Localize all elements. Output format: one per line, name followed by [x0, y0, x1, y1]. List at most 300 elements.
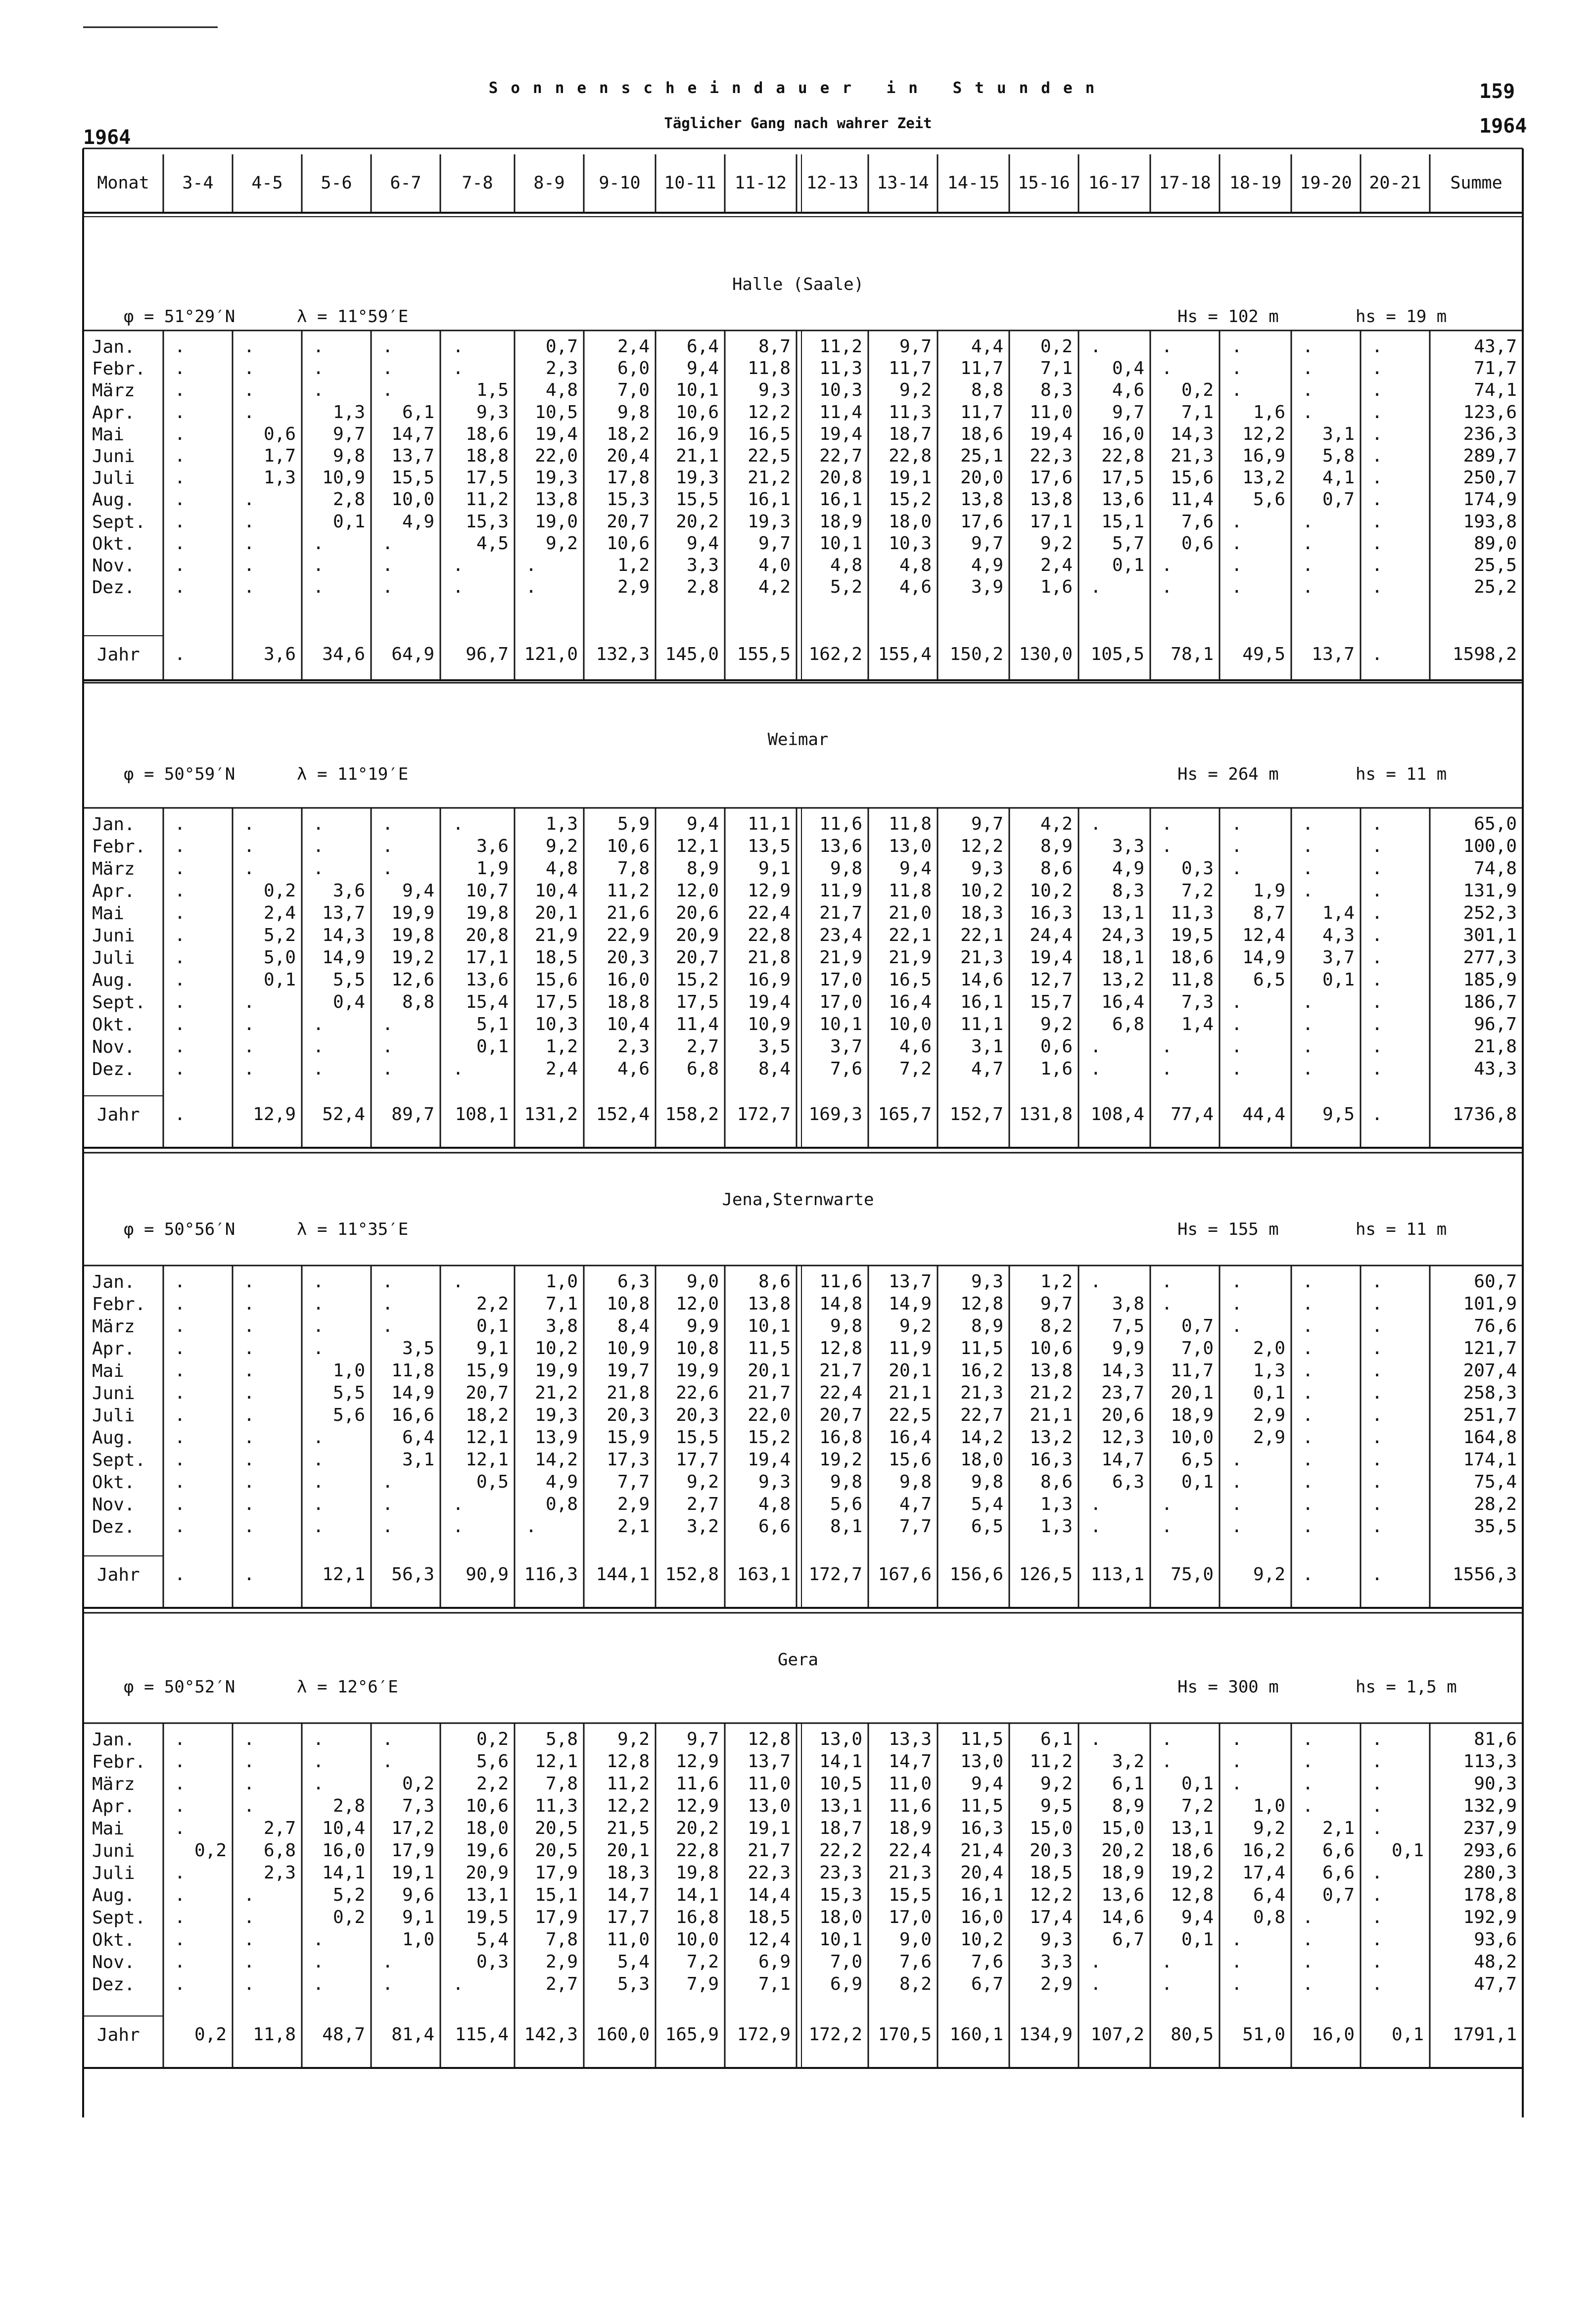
table-cell: 22,3	[1030, 446, 1073, 466]
table-cell: 3,5	[758, 1036, 791, 1057]
month-label: Juli	[92, 468, 135, 489]
table-cell: 14,6	[960, 970, 1003, 990]
table-cell: 3,3	[686, 555, 719, 575]
table-cell: 24,4	[1030, 925, 1073, 945]
table-cell: .	[453, 1271, 464, 1292]
header-hour-4-5: 4-5	[251, 173, 283, 193]
table-cell: 35,5	[1474, 1516, 1517, 1537]
month-label: März	[92, 380, 135, 401]
table-cell: 22,0	[748, 1405, 791, 1425]
table-cell: 10,6	[1030, 1338, 1073, 1359]
table-cell: 15,0	[1101, 1818, 1144, 1838]
table-cell: 20,5	[535, 1818, 578, 1838]
table-cell: .	[243, 336, 255, 357]
table-cell: 5,8	[1322, 446, 1355, 466]
table-cell: 11,4	[819, 402, 862, 422]
table-cell: .	[243, 489, 255, 510]
table-cell: 20,7	[819, 1405, 862, 1425]
table-cell: 1,0	[545, 1271, 578, 1292]
table-cell: .	[174, 1907, 186, 1927]
table-cell: 0,1	[1322, 970, 1355, 990]
table-cell: 18,9	[1101, 1863, 1144, 1883]
table-cell: 21,7	[819, 903, 862, 923]
table-cell: .	[1371, 336, 1383, 357]
table-cell: .	[1371, 1774, 1383, 1794]
table-cell: 2,9	[1040, 1974, 1073, 1994]
table-cell: 15,9	[607, 1427, 650, 1448]
table-cell: 0,1	[1391, 1840, 1424, 1861]
table-cell: .	[1302, 1751, 1314, 1772]
table-cell: 11,8	[748, 358, 791, 379]
year-total-cell: 80,5	[1171, 2024, 1214, 2045]
table-cell: .	[1371, 555, 1383, 575]
table-cell: 15,6	[535, 970, 578, 990]
table-cell: 6,5	[1253, 970, 1285, 990]
table-cell: 18,6	[960, 423, 1003, 444]
header-hour-5-6: 5-6	[321, 173, 352, 193]
table-cell: .	[1302, 1952, 1314, 1972]
year-total-cell: .	[1371, 1104, 1383, 1125]
table-cell: 5,6	[476, 1751, 509, 1772]
year-right: 1964	[1479, 115, 1527, 138]
table-cell: 17,7	[676, 1450, 719, 1470]
table-cell: .	[382, 1729, 393, 1749]
table-cell: 1,0	[1253, 1796, 1285, 1816]
month-label: Okt.	[92, 1015, 135, 1035]
table-cell: 14,9	[889, 1294, 932, 1314]
table-cell: 10,1	[748, 1316, 791, 1336]
table-cell: 21,3	[960, 947, 1003, 968]
month-label: Dez.	[92, 577, 135, 598]
table-cell: 3,5	[402, 1338, 434, 1359]
table-cell: 0,1	[1253, 1383, 1285, 1403]
table-cell: .	[243, 1907, 255, 1927]
header-hour-16-17: 16-17	[1088, 173, 1141, 193]
table-cell: 3,9	[971, 577, 1003, 598]
table-cell: 10,8	[607, 1294, 650, 1314]
table-cell: .	[453, 1494, 464, 1514]
table-cell: 75,4	[1474, 1472, 1517, 1492]
table-cell: 8,8	[971, 380, 1003, 401]
table-cell: 6,7	[971, 1974, 1003, 1994]
month-label: Mai	[92, 1361, 125, 1381]
table-cell: 9,4	[1181, 1907, 1214, 1927]
table-cell: 19,0	[535, 511, 578, 532]
table-cell: 12,2	[960, 836, 1003, 856]
month-label: Juli	[92, 1406, 135, 1426]
table-cell: .	[1090, 1059, 1101, 1079]
table-cell: 3,1	[1322, 423, 1355, 444]
table-cell: 8,2	[1040, 1316, 1073, 1336]
table-cell: .	[1302, 1974, 1314, 1994]
table-cell: .	[1302, 380, 1314, 401]
table-cell: .	[1231, 1294, 1242, 1314]
table-cell: 4,7	[899, 1494, 932, 1514]
table-cell: 12,4	[1242, 925, 1285, 945]
year-total-cell: 172,7	[808, 1564, 862, 1585]
month-label: Jan.	[92, 1272, 135, 1292]
table-cell: 6,8	[263, 1840, 296, 1861]
table-cell: .	[1302, 1059, 1314, 1079]
table-cell: .	[382, 1059, 393, 1079]
table-cell: 17,8	[607, 468, 650, 488]
table-cell: 0,2	[476, 1729, 509, 1749]
table-cell: 7,0	[617, 380, 650, 401]
table-cell: 11,6	[819, 1271, 862, 1292]
table-cell: .	[382, 1294, 393, 1314]
table-cell: 16,1	[748, 489, 791, 510]
table-cell: .	[1371, 881, 1383, 901]
table-cell: .	[174, 881, 186, 901]
table-cell: 0,7	[1322, 489, 1355, 510]
table-cell: .	[382, 858, 393, 879]
table-cell: 21,2	[748, 468, 791, 488]
table-cell: 17,4	[1242, 1863, 1285, 1883]
table-cell: 17,5	[1101, 468, 1144, 488]
table-cell: .	[1371, 468, 1383, 488]
table-cell: .	[1302, 881, 1314, 901]
table-cell: .	[1371, 423, 1383, 444]
table-cell: 43,7	[1474, 336, 1517, 357]
table-cell: 4,9	[545, 1472, 578, 1492]
table-cell: 19,1	[748, 1818, 791, 1838]
year-total-cell: 160,1	[949, 2024, 1003, 2045]
table-cell: 9,8	[332, 446, 365, 466]
table-cell: 17,3	[607, 1450, 650, 1470]
table-cell: .	[313, 1294, 324, 1314]
table-cell: .	[243, 1294, 255, 1314]
table-cell: 12,1	[535, 1751, 578, 1772]
table-cell: .	[174, 533, 186, 554]
table-cell: 11,3	[535, 1796, 578, 1816]
table-cell: 19,1	[391, 1863, 434, 1883]
station-longitude: λ = 12°6′E	[297, 1677, 398, 1697]
table-cell: 18,7	[819, 1818, 862, 1838]
table-cell: .	[313, 577, 324, 598]
table-cell: 2,8	[686, 577, 719, 598]
table-cell: .	[313, 836, 324, 856]
table-cell: 20,4	[960, 1863, 1003, 1883]
table-cell: .	[243, 533, 255, 554]
year-total-cell: 34,6	[322, 644, 365, 664]
table-cell: 9,7	[686, 1729, 719, 1749]
table-cell: .	[243, 1405, 255, 1425]
table-cell: 10,0	[391, 489, 434, 510]
table-cell: 7,6	[899, 1952, 932, 1972]
table-cell: .	[1231, 1271, 1242, 1292]
table-cell: 12,6	[391, 970, 434, 990]
table-cell: .	[1090, 1494, 1101, 1514]
year-total-cell: 134,9	[1019, 2024, 1073, 2045]
table-cell: 7,6	[971, 1952, 1003, 1972]
table-cell: 11,2	[466, 489, 509, 510]
table-cell: 16,6	[391, 1405, 434, 1425]
table-cell: 2,7	[263, 1818, 296, 1838]
table-cell: 19,9	[676, 1360, 719, 1381]
table-cell: 20,2	[676, 1818, 719, 1838]
year-total-cell: 44,4	[1242, 1104, 1285, 1125]
table-cell: 8,7	[1253, 903, 1285, 923]
table-cell: 18,0	[889, 511, 932, 532]
table-cell: 0,6	[1181, 533, 1214, 554]
table-cell: 0,1	[1181, 1472, 1214, 1492]
table-cell: 2,9	[545, 1952, 578, 1972]
table-cell: 16,8	[819, 1427, 862, 1448]
table-cell: 20,9	[466, 1863, 509, 1883]
table-cell: .	[1371, 533, 1383, 554]
table-cell: .	[1231, 1316, 1242, 1336]
table-cell: .	[382, 358, 393, 379]
table-cell: 6,5	[1181, 1450, 1214, 1470]
table-cell: .	[1161, 358, 1173, 379]
table-cell: .	[174, 970, 186, 990]
table-cell: 10,3	[535, 1014, 578, 1034]
table-cell: 28,2	[1474, 1494, 1517, 1514]
table-cell: .	[1302, 858, 1314, 879]
month-label: Okt.	[92, 533, 135, 554]
table-cell: .	[174, 1036, 186, 1057]
table-cell: 90,3	[1474, 1774, 1517, 1794]
table-cell: 2,4	[545, 1059, 578, 1079]
table-cell: 7,0	[1181, 1338, 1214, 1359]
table-cell: 237,9	[1463, 1818, 1517, 1838]
table-cell: 20,3	[676, 1405, 719, 1425]
table-cell: .	[174, 1360, 186, 1381]
table-cell: 21,3	[1171, 446, 1214, 466]
table-cell: .	[174, 858, 186, 879]
table-cell: 5,6	[332, 1405, 365, 1425]
table-cell: 16,0	[960, 1907, 1003, 1927]
station-latitude: φ = 50°52′N	[124, 1677, 235, 1697]
table-cell: 7,2	[686, 1952, 719, 1972]
table-cell: 17,0	[819, 970, 862, 990]
table-cell: .	[174, 903, 186, 923]
table-cell: 20,1	[889, 1360, 932, 1381]
table-cell: 113,3	[1463, 1751, 1517, 1772]
table-cell: .	[382, 1472, 393, 1492]
table-cell: 10,2	[535, 1338, 578, 1359]
table-cell: 9,1	[402, 1907, 434, 1927]
header-hour-Summe: Summe	[1450, 173, 1502, 193]
table-cell: 123,6	[1463, 402, 1517, 422]
table-cell: .	[382, 1952, 393, 1972]
table-cell: 4,8	[545, 380, 578, 401]
table-cell: .	[174, 1427, 186, 1448]
table-cell: .	[453, 358, 464, 379]
table-cell: 9,2	[1040, 1014, 1073, 1034]
table-cell: 8,6	[758, 1271, 791, 1292]
table-cell: 9,8	[830, 1472, 862, 1492]
table-cell: .	[174, 1405, 186, 1425]
table-cell: 10,6	[607, 533, 650, 554]
table-cell: 43,3	[1474, 1059, 1517, 1079]
year-total-cell: 167,6	[878, 1564, 932, 1585]
table-cell: 3,3	[1040, 1952, 1073, 1972]
table-cell: 25,1	[960, 446, 1003, 466]
year-total-cell: 0,2	[194, 2024, 227, 2045]
table-cell: 10,4	[607, 1014, 650, 1034]
table-cell: 47,7	[1474, 1974, 1517, 1994]
table-cell: .	[1302, 511, 1314, 532]
table-cell: 252,3	[1463, 903, 1517, 923]
table-cell: 1,4	[1322, 903, 1355, 923]
table-cell: 20,2	[1101, 1840, 1144, 1861]
month-label: Dez.	[92, 1974, 135, 1995]
table-cell: .	[1090, 1729, 1101, 1749]
table-cell: 12,8	[960, 1294, 1003, 1314]
table-cell: 19,8	[391, 925, 434, 945]
table-cell: .	[313, 1751, 324, 1772]
table-cell: 24,3	[1101, 925, 1144, 945]
table-cell: .	[174, 380, 186, 401]
table-cell: 17,9	[535, 1863, 578, 1883]
station-latitude: φ = 50°59′N	[124, 764, 235, 784]
table-cell: .	[1161, 336, 1173, 357]
table-cell: 22,1	[889, 925, 932, 945]
table-cell: .	[1302, 555, 1314, 575]
table-cell: 10,4	[322, 1818, 365, 1838]
table-cell: 19,1	[889, 468, 932, 488]
table-cell: 7,7	[899, 1516, 932, 1537]
year-total-cell: .	[174, 644, 186, 664]
table-cell: 0,2	[332, 1907, 365, 1927]
table-cell: 17,9	[535, 1907, 578, 1927]
table-cell: 12,4	[748, 1929, 791, 1950]
table-cell: 19,4	[748, 992, 791, 1012]
table-cell: 250,7	[1463, 468, 1517, 488]
table-cell: 11,5	[748, 1338, 791, 1359]
table-cell: 15,7	[1030, 992, 1073, 1012]
table-cell: .	[453, 814, 464, 834]
year-total-cell: 121,0	[524, 644, 578, 664]
table-cell: .	[1231, 336, 1242, 357]
table-cell: 21,1	[1030, 1405, 1073, 1425]
table-cell: 10,3	[819, 380, 862, 401]
header-hour-20-21: 20-21	[1369, 173, 1421, 193]
table-cell: .	[1371, 1751, 1383, 1772]
table-cell: 9,1	[758, 858, 791, 879]
station-altitude: Hs = 264 m	[1177, 764, 1279, 784]
table-cell: 12,2	[1030, 1885, 1073, 1905]
table-cell: 19,4	[748, 1450, 791, 1470]
table-cell: 10,2	[960, 881, 1003, 901]
header-hour-7-8: 7-8	[462, 173, 493, 193]
table-cell: .	[1090, 1952, 1101, 1972]
table-cell: 17,7	[607, 1907, 650, 1927]
year-total-cell: 56,3	[391, 1564, 434, 1585]
table-cell: .	[174, 992, 186, 1012]
table-cell: 9,7	[1040, 1294, 1073, 1314]
table-cell: 12,9	[676, 1751, 719, 1772]
table-cell: 16,5	[748, 423, 791, 444]
table-cell: 21,0	[889, 903, 932, 923]
table-cell: 18,5	[1030, 1863, 1073, 1883]
table-cell: 22,4	[889, 1840, 932, 1861]
table-cell: 5,6	[830, 1494, 862, 1514]
table-cell: .	[243, 1036, 255, 1057]
table-cell: 1,3	[1040, 1494, 1073, 1514]
table-cell: 11,4	[676, 1014, 719, 1034]
table-cell: 293,6	[1463, 1840, 1517, 1861]
table-cell: 5,4	[617, 1952, 650, 1972]
table-cell: 2,3	[617, 1036, 650, 1057]
table-cell: .	[174, 1472, 186, 1492]
month-label: Febr.	[92, 359, 146, 379]
table-cell: .	[174, 402, 186, 422]
table-cell: 3,7	[1322, 947, 1355, 968]
table-cell: .	[313, 1494, 324, 1514]
table-cell: .	[1090, 577, 1101, 598]
table-cell: 1,4	[1181, 1014, 1214, 1034]
table-cell: .	[382, 1751, 393, 1772]
station-altitude: Hs = 155 m	[1177, 1219, 1279, 1239]
table-cell: 3,2	[686, 1516, 719, 1537]
table-cell: 7,7	[617, 1472, 650, 1492]
month-label: Febr.	[92, 837, 146, 857]
table-cell: 18,6	[1171, 1840, 1214, 1861]
table-cell: .	[382, 555, 393, 575]
table-cell: .	[1302, 1360, 1314, 1381]
table-cell: 10,9	[748, 1014, 791, 1034]
table-cell: 178,8	[1463, 1885, 1517, 1905]
table-cell: 21,9	[889, 947, 932, 968]
table-cell: .	[1231, 858, 1242, 879]
table-cell: 21,9	[819, 947, 862, 968]
table-cell: .	[1371, 836, 1383, 856]
table-cell: 9,4	[686, 814, 719, 834]
table-cell: 101,9	[1463, 1294, 1517, 1314]
table-cell: 6,1	[402, 402, 434, 422]
station-sensor-height: hs = 11 m	[1356, 1219, 1447, 1239]
table-cell: 19,7	[607, 1360, 650, 1381]
table-cell: .	[382, 577, 393, 598]
year-total-cell: 64,9	[391, 644, 434, 664]
year-label: Jahr	[97, 1565, 140, 1585]
table-cell: .	[1302, 1796, 1314, 1816]
table-cell: .	[1371, 970, 1383, 990]
page-number: 159	[1479, 80, 1515, 103]
table-cell: .	[313, 336, 324, 357]
table-cell: .	[1371, 992, 1383, 1012]
month-label: Juli	[92, 948, 135, 968]
table-cell: 251,7	[1463, 1405, 1517, 1425]
table-cell: .	[1231, 1751, 1242, 1772]
table-cell: 12,0	[676, 881, 719, 901]
table-cell: 11,2	[1030, 1751, 1073, 1772]
table-cell: 15,5	[889, 1885, 932, 1905]
table-cell: .	[1231, 1059, 1242, 1079]
table-cell: 22,8	[1101, 446, 1144, 466]
table-cell: 5,7	[1112, 533, 1144, 554]
year-total-cell: 78,1	[1171, 644, 1214, 664]
table-cell: 0,2	[1040, 336, 1073, 357]
table-cell: 18,6	[466, 423, 509, 444]
station-name: Jena,Sternwarte	[722, 1190, 874, 1210]
table-cell: .	[243, 402, 255, 422]
table-cell: 16,8	[676, 1907, 719, 1927]
table-cell: 6,6	[1322, 1840, 1355, 1861]
table-cell: 14,3	[1171, 423, 1214, 444]
table-cell: 17,0	[889, 1907, 932, 1927]
table-cell: .	[382, 1316, 393, 1336]
table-cell: 0,8	[1253, 1907, 1285, 1927]
table-cell: .	[243, 1450, 255, 1470]
month-label: Apr.	[92, 881, 135, 901]
table-cell: 16,1	[819, 489, 862, 510]
table-cell: .	[1371, 1294, 1383, 1314]
table-cell: .	[313, 1427, 324, 1448]
table-cell: 17,9	[391, 1840, 434, 1861]
